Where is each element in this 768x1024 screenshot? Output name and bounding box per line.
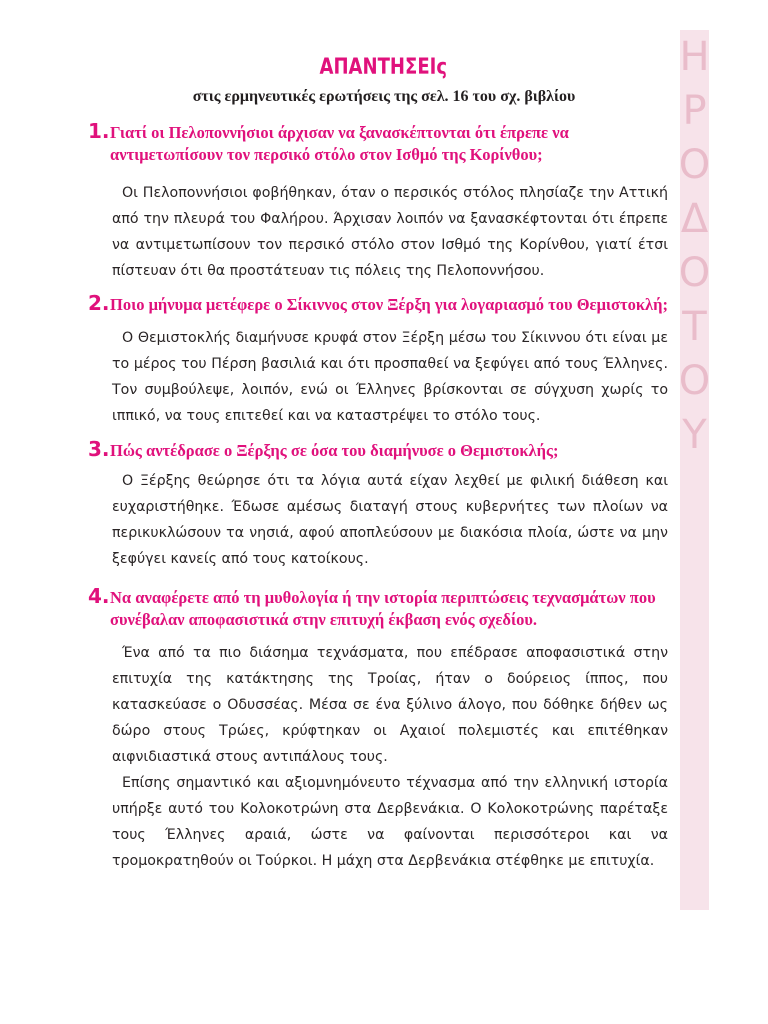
sidebar-letter: Ο <box>678 142 711 188</box>
question-number: 4. <box>88 584 110 608</box>
question-number: 2. <box>88 291 110 315</box>
page-subtitle: στις ερμηνευτικές ερωτήσεις της σελ. 16 του σχ. βιβλίου <box>192 88 576 105</box>
question-text: Πώς αντέδρασε ο Ξέρξης σε όσα του διαμήνυσε ο Θεμιστοκλής; <box>110 441 559 460</box>
question-4 <box>88 584 678 631</box>
question-text: Ποιο μήνυμα μετέφερε ο Σίκιννος στον Ξέρξη για λογαριασμό του Θεμιστοκλή; <box>110 295 669 314</box>
answer-paragraph: Ο Θεμιστοκλής διαμήνυσε κρυφά στον Ξέρξη μέσω του Σίκιννου ότι είναι με το μέρος του Πέρση βασιλιά και ότι προσπαθεί να ξεφύγει από τους Έλληνες. Τον συμβούλεψε, λοιπόν, ενώ οι Έλληνες βρίσκονται σε σύγχυση χωρίς το ιππικό, να τους επιτεθεί και να καταστρέψει το στόλο τους. <box>112 330 668 424</box>
answer-2 <box>112 325 668 429</box>
sidebar-letter: Ρ <box>682 88 707 134</box>
answer-4 <box>112 640 668 874</box>
page-title: ΑΠΑΝΤΗΣΕΙς <box>319 55 448 80</box>
answer-paragraph: Ένα από τα πιο διάσημα τεχνάσματα, που επέδρασε αποφασιστικά στην επιτυχία της κατάκτησης της Τροίας, ήταν ο δούρειος ίππος, που κατασκεύασε ο Οδυσσέας. Μέσα σε ένα ξύλινο άλογο, που δόθηκε δήθεν ως δώρο στους Τρώες, κρύφτηκαν οι Αχαιοί πολεμιστές και επιτέθηκαν αιφνιδιαστικά στους αντιπάλους τους. <box>112 645 668 765</box>
sidebar-letter: Ο <box>678 250 711 296</box>
sidebar-decoration-text <box>680 30 709 910</box>
question-text: Να αναφέρετε από τη μυθολογία ή την ιστορία περιπτώσεις τεχνασμάτων που συνέβαλαν αποφασιστικά στην επιτυχή έκβαση ενός σχεδίου. <box>110 588 656 629</box>
answer-paragraph: Ο Ξέρξης θεώρησε ότι τα λόγια αυτά είχαν λεχθεί με φιλική διάθεση και ευχαριστήθηκε. Έδωσε αμέσως διαταγή στους κυβερνήτες των πλοίων να περικυκλώσουν τα νησιά, αφού αποπλεύσουν με διακόσια πλοία, ώστε να μην ξεφύγει κανείς από τους κατοίκους. <box>112 473 668 567</box>
sidebar-letter: Ο <box>678 358 711 404</box>
question-3 <box>88 437 678 462</box>
answer-paragraph: Επίσης σημαντικό και αξιομνημόνευτο τέχνασμα από την ελληνική ιστορία υπήρξε αυτό του Κολοκοτρώνη στα Δερβενάκια. Ο Κολοκοτρώνης παρέταξε τους Έλληνες αραιά, ώστε να φαίνονται περισσότεροι και να τρομοκρατηθούν οι Τούρκοι. Η μάχη στα Δερβενάκια στέφθηκε με επιτυχία. <box>112 775 668 869</box>
decorative-sidebar <box>680 30 709 910</box>
answer-paragraph: Οι Πελοποννήσιοι φοβήθηκαν, όταν ο περσικός στόλος πλησίαζε την Αττική από την πλευρά του Φαλήρου. Άρχισαν λοιπόν να ξανασκέφτονται ότι έπρεπε να αντιμετωπίσουν τον περσικό στόλο στον Ισθμό της Κορίνθου, γιατί έτσι πίστευαν ότι θα προστάτευαν τις πόλεις της Πελοποννήσου. <box>112 185 668 279</box>
sidebar-letter: Υ <box>682 412 707 458</box>
question-2 <box>88 291 678 316</box>
question-1 <box>88 119 678 166</box>
question-number: 1. <box>88 119 110 143</box>
answer-3 <box>112 468 668 572</box>
sidebar-letter: Δ <box>680 196 709 242</box>
question-number: 3. <box>88 437 110 461</box>
question-text: Γιατί οι Πελοποννήσιοι άρχισαν να ξανασκέπτονται ότι έπρεπε να αντιμετωπίσουν τον περσικό στόλο στον Ισθμό της Κορίνθου; <box>110 123 569 164</box>
sidebar-letter: Η <box>679 34 710 80</box>
answer-1 <box>112 180 668 284</box>
sidebar-letter: Τ <box>682 304 707 350</box>
